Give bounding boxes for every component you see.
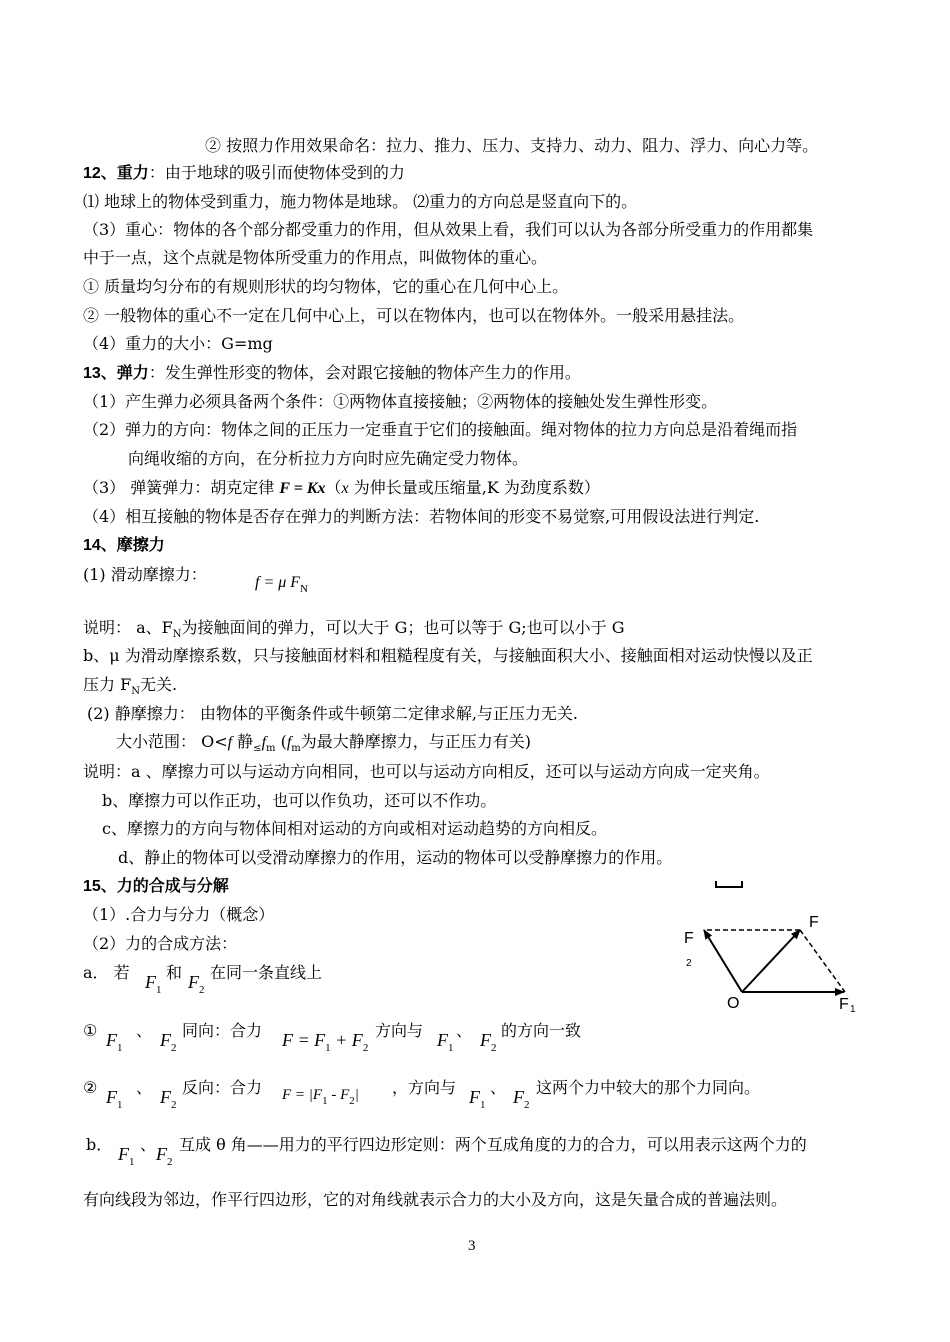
text-line: a． 若 <box>83 963 130 982</box>
text-line: 和 <box>166 963 183 982</box>
text-line: b、μ 为滑动摩擦系数，只与接触面材料和粗糙程度有关，与接触面积大小、接触面相对运动快慢以及正 <box>83 646 813 665</box>
dashed-line <box>800 930 845 992</box>
resultant-vector <box>742 930 800 992</box>
text-line: 压力 $F_N$无关. <box>83 675 178 697</box>
f1-symbol: $F_1$ <box>106 1087 123 1111</box>
text-line: 向绳收缩的方向，在分析拉力方向时应先确定受力物体。 <box>128 449 529 468</box>
text-line: 方向与 <box>375 1021 424 1040</box>
static-friction-range: 大小范围： O<f 静$_\le f_m$ ($f_m$为最大静摩擦力，与正压力有关) <box>116 732 532 754</box>
text-line: ① 质量均匀分布的有规则形状的均匀物体，它的重心在几何中心上。 <box>83 277 569 296</box>
text-line: b． <box>86 1135 113 1154</box>
text-line: 、 <box>456 1021 473 1040</box>
hooke-formula: F = Kx <box>279 480 326 497</box>
label-o: O <box>727 995 740 1012</box>
text-line: 、 <box>490 1078 507 1097</box>
text-line: （1）.合力与分力（概念） <box>83 905 275 924</box>
section-13-heading: 13、弹力：发生弹性形变的物体，会对跟它接触的物体产生力的作用。 <box>83 363 581 382</box>
section-12-heading: 12、重力：由于地球的吸引而使物体受到的力 <box>83 163 405 182</box>
parallelogram-diagram <box>670 875 870 1025</box>
text-line: （2）力的合成方法： <box>83 934 238 953</box>
text-line: ② <box>83 1078 98 1097</box>
f2-vector <box>704 930 742 992</box>
sliding-friction-formula: f = μ $F_N$ <box>255 574 308 595</box>
f2-symbol: $F_2$ <box>160 1087 177 1111</box>
f1-symbol: $F_1$ <box>145 972 162 996</box>
text-line: ⑴ 地球上的物体受到重力，施力物体是地球。 ⑵重力的方向总是竖直向下的。 <box>83 192 638 211</box>
label-f1: F <box>839 996 849 1013</box>
section-14-heading: 14、摩擦力 <box>83 537 165 554</box>
text-line: （3）重心：物体的各个部分都受重力的作用，但从效果上看，我们可以认为各部分所受重力的作用都集 <box>83 220 814 239</box>
label-f2-sub: 2 <box>686 958 692 969</box>
f2-symbol: $F_2$ <box>156 1144 173 1168</box>
hooke-law-line: （3） 弹簧弹力：胡克定律 F = Kx（x 为伸长量或压缩量,K 为劲度系数） <box>83 478 600 497</box>
text-line: 这两个力中较大的那个力同向。 <box>536 1078 761 1097</box>
text-line: 反向：合力 <box>182 1078 263 1097</box>
f1-symbol: $F_1$ <box>469 1087 486 1111</box>
difference-formula: $F = |F_1 - F_2|$ <box>282 1087 359 1107</box>
f2-symbol: $F_2$ <box>160 1030 177 1054</box>
text-line: 同向：合力 <box>182 1021 263 1040</box>
label-f: F <box>809 914 819 931</box>
f2-symbol: $F_2$ <box>480 1030 497 1054</box>
f2-symbol: $F_2$ <box>188 972 205 996</box>
text-line: ，方向与 <box>392 1078 457 1097</box>
text-line: 、 <box>136 1078 153 1097</box>
sliding-friction-label: (1) 滑动摩擦力： <box>83 565 207 584</box>
text-line: （4）重力的大小：G=mg <box>83 334 273 353</box>
text-line: 、 <box>136 1021 153 1040</box>
text-line: （4）相互接触的物体是否存在弹力的判断方法：若物体间的形变不易觉察,可用假设法进行判定. <box>83 507 760 526</box>
page-number: 3 <box>468 1238 476 1254</box>
text-line: （2）弹力的方向：物体之间的正压力一定垂直于它们的接触面。绳对物体的拉力方向总是沿着绳而指 <box>83 420 798 439</box>
text-line: 说明： a、$F_N$为接触面间的弹力，可以大于 G；也可以等于 G;也可以小于 G <box>83 618 625 640</box>
bracket-mark <box>716 881 742 887</box>
section-15-heading: 15、力的合成与分解 <box>83 878 229 895</box>
text-line: ① <box>83 1021 98 1040</box>
text-line: 中于一点，这个点就是物体所受重力的作用点，叫做物体的重心。 <box>83 248 548 267</box>
f1-symbol: $F_1$ <box>118 1144 135 1168</box>
text-line: (2) 静摩擦力： 由物体的平衡条件或牛顿第二定律求解,与正压力无关. <box>87 704 579 723</box>
text-line: c、摩擦力的方向与物体间相对运动的方向或相对运动趋势的方向相反。 <box>102 819 607 838</box>
text-line: （1）产生弹力必须具备两个条件：①两物体直接接触；②两物体的接触处发生弹性形变。 <box>83 392 718 411</box>
text-line: 的方向一致 <box>501 1021 582 1040</box>
f1-symbol: $F_1$ <box>437 1030 454 1054</box>
text-line: 互成 θ 角——用力的平行四边形定则：两个互成角度的力的合力，可以用表示这两个力的 <box>179 1135 807 1154</box>
text-line: 有向线段为邻边，作平行四边形，它的对角线就表示合力的大小及方向，这是矢量合成的普遍法则。 <box>83 1190 788 1209</box>
text-line: b、摩擦力可以作正功，也可以作负功，还可以不作功。 <box>102 791 497 810</box>
f2-symbol: $F_2$ <box>513 1087 530 1111</box>
text-line: ② 一般物体的重心不一定在几何中心上，可以在物体内，也可以在物体外。一般采用悬挂法。 <box>83 306 745 325</box>
label-f1-sub: 1 <box>850 1004 856 1015</box>
text-line: ② 按照力作用效果命名：拉力、推力、压力、支持力、动力、阻力、浮力、向心力等。 <box>205 136 819 155</box>
text-line: 在同一条直线上 <box>210 963 323 982</box>
text-line: 、 <box>140 1135 157 1154</box>
label-f2: F <box>684 930 694 947</box>
text-line: 说明：a 、摩擦力可以与运动方向相同，也可以与运动方向相反，还可以与运动方向成一定夹角。 <box>83 762 770 781</box>
text-line: d、静止的物体可以受滑动摩擦力的作用，运动的物体可以受静摩擦力的作用。 <box>118 848 673 867</box>
f1-symbol: $F_1$ <box>106 1030 123 1054</box>
sum-formula: $F = F_1 + F_2$ <box>282 1030 369 1054</box>
